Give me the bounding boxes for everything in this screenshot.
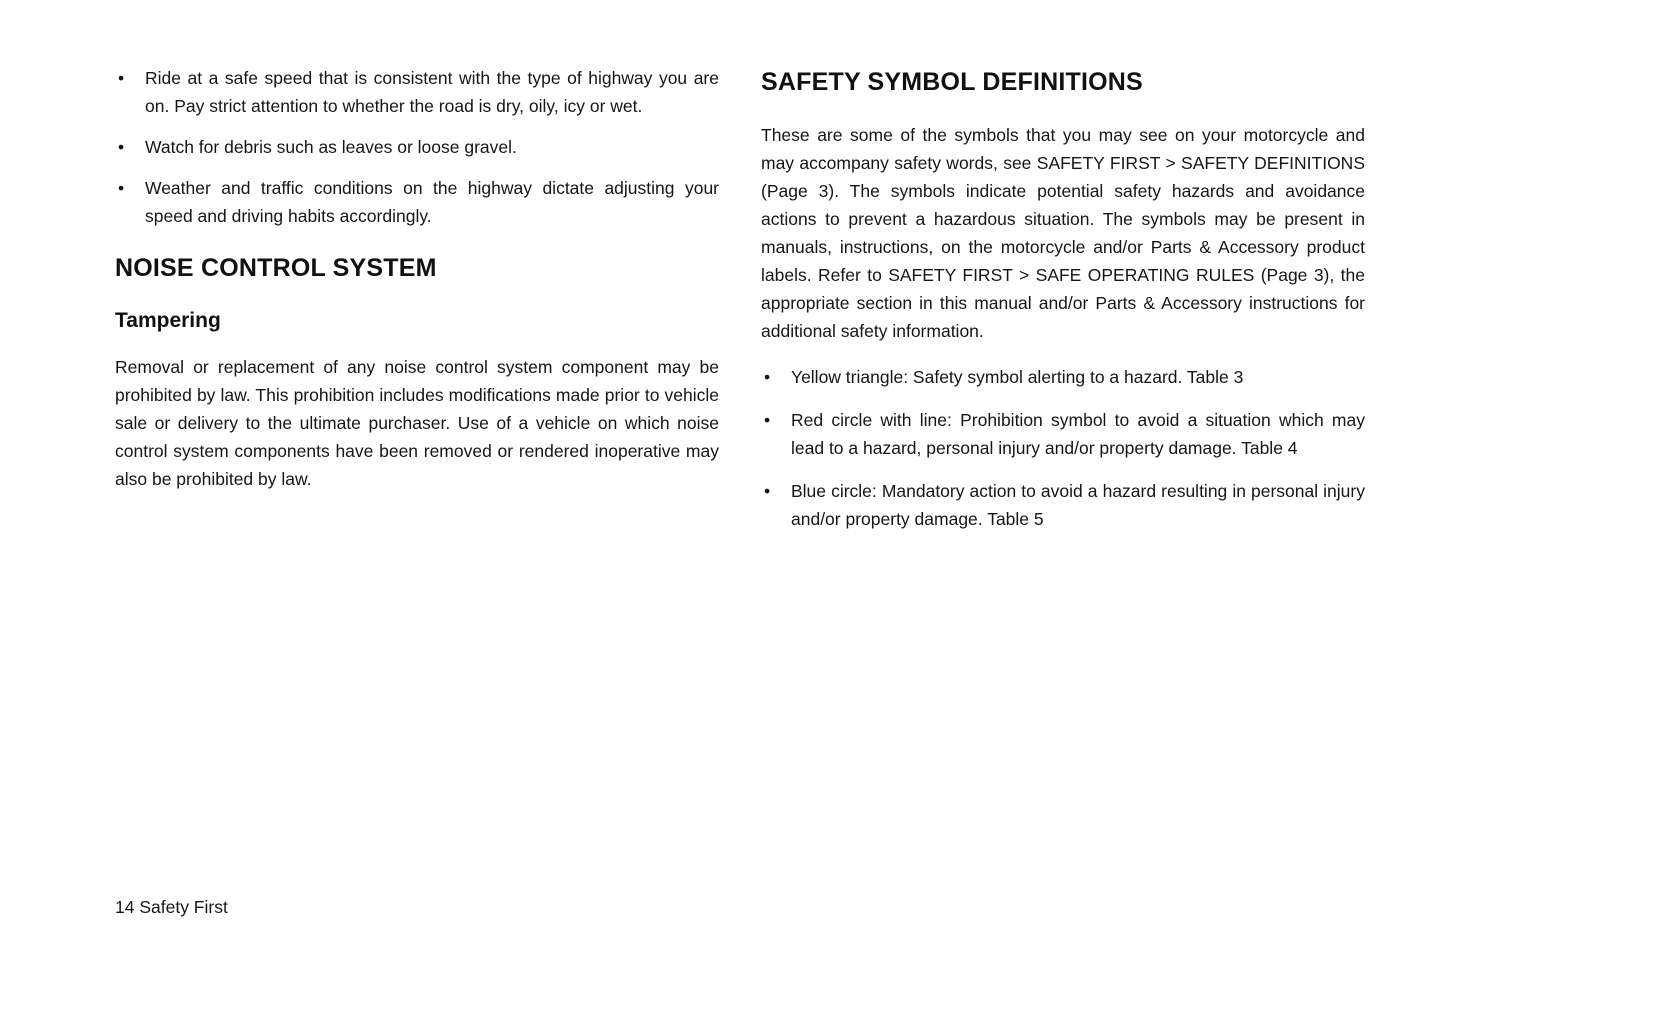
bullet-item: • Watch for debris such as leaves or loose gravel. xyxy=(115,133,719,161)
bullet-item: • Red circle with line: Prohibition symbol to avoid a situation which may lead to a hazard, personal injury and/or property damage. Table 4 xyxy=(761,406,1365,462)
left-column xyxy=(115,64,719,493)
riding-tips-list xyxy=(115,64,719,230)
page-footer: 14 Safety First xyxy=(115,897,228,917)
bullet-item: • Yellow triangle: Safety symbol alerting to a hazard. Table 3 xyxy=(761,363,1365,391)
symbol-definitions-list xyxy=(761,363,1365,533)
bullet-item: • Blue circle: Mandatory action to avoid a hazard resulting in personal injury and/or property damage. Table 5 xyxy=(761,477,1365,533)
tampering-paragraph: Removal or replacement of any noise control system component may be prohibited by law. This prohibition includes modifications made prior to vehicle sale or delivery to the ultimate purchaser. Use of a vehicle on which noise control system components have been removed or rendered inoperative may also be prohibited by law. xyxy=(115,357,719,489)
safety-symbol-paragraph: These are some of the symbols that you may see on your motorcycle and may accompany safety words, see SAFETY FIRST > SAFETY DEFINITIONS (Page 3). The symbols indicate potential safety hazards and avoidance actions to prevent a hazardous situation. The symbols may be present in manuals, instructions, on the motorcycle and/or Parts & Accessory product labels. Refer to SAFETY FIRST > SAFE OPERATING RULES (Page 3), the appropriate section in this manual and/or Parts & Accessory instructions for additional safety information. xyxy=(761,125,1365,341)
bullet-item: • Ride at a safe speed that is consistent with the type of highway you are on. Pay strict attention to whether the road is dry, oily, icy or wet. xyxy=(115,64,719,120)
tampering-subheading: Tampering xyxy=(115,309,221,332)
noise-control-heading: NOISE CONTROL SYSTEM xyxy=(115,254,437,282)
bullet-item: • Weather and traffic conditions on the highway dictate adjusting your speed and driving habits accordingly. xyxy=(115,174,719,230)
right-column xyxy=(761,64,1365,548)
safety-symbol-heading: SAFETY SYMBOL DEFINITIONS xyxy=(761,68,1143,96)
